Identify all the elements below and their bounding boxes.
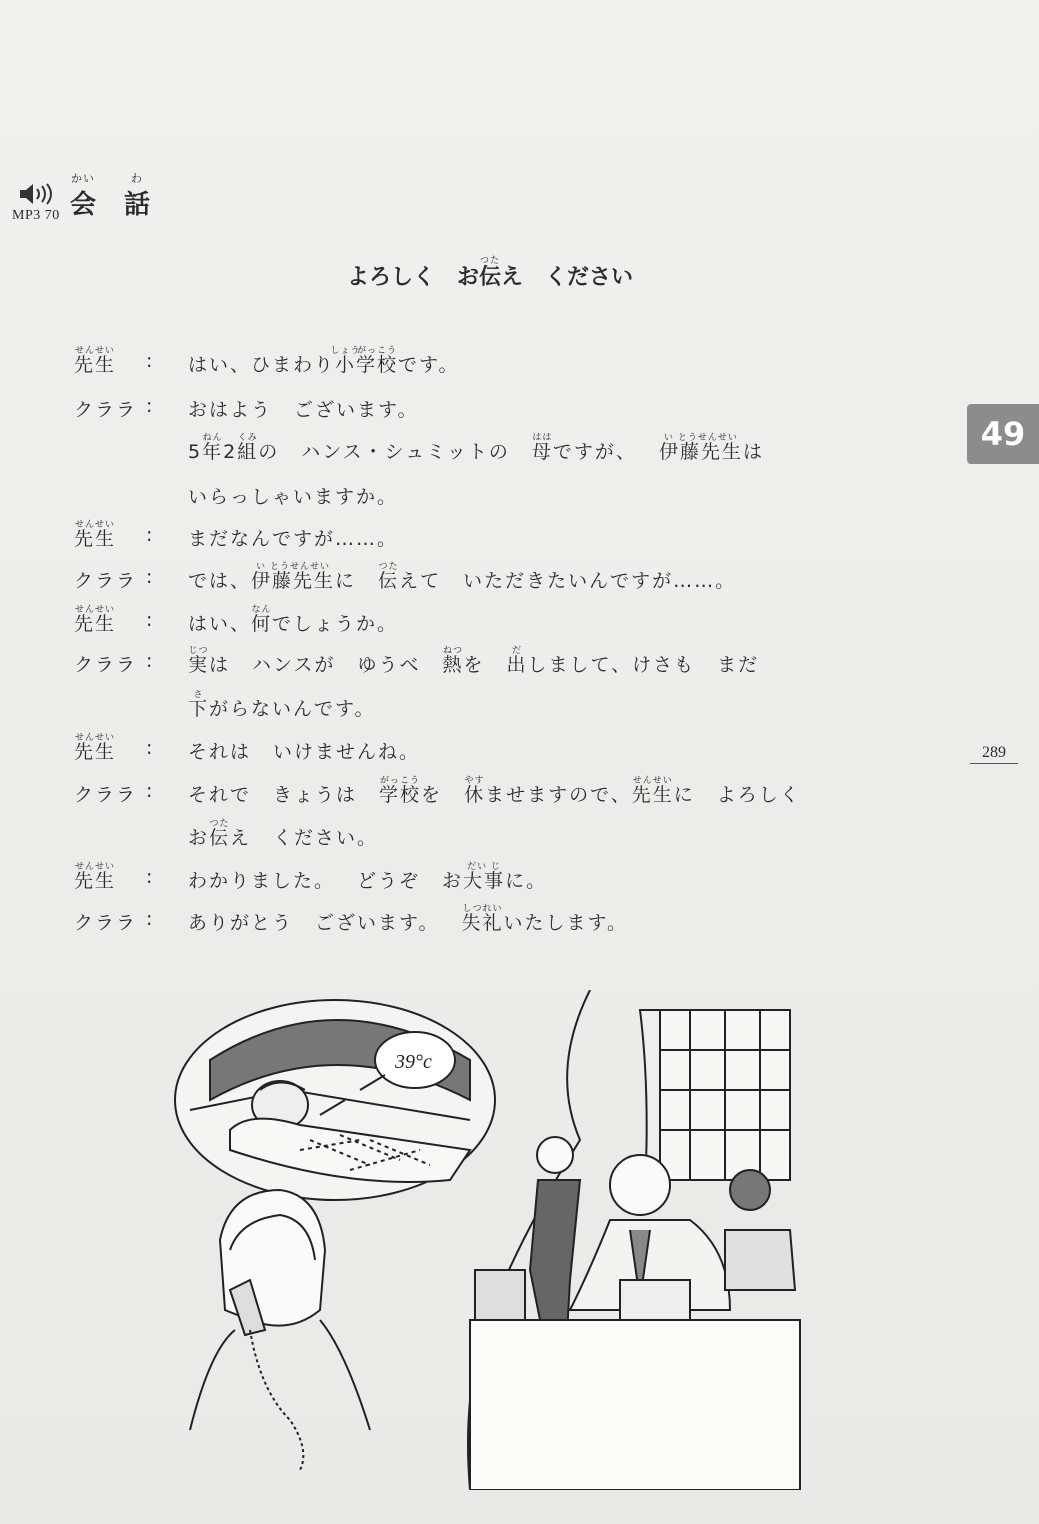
ruby: くみ: [237, 432, 258, 443]
text: 何: [251, 613, 273, 635]
ruby: せんせい: [74, 732, 116, 743]
speaker-label: クララ: [74, 912, 138, 934]
text: 伝: [378, 570, 400, 592]
text: 伝: [209, 827, 231, 849]
text: ゆうべ: [357, 654, 421, 676]
text: おはよう: [188, 399, 273, 421]
text: それは: [188, 741, 252, 763]
text: を: [463, 654, 485, 676]
speaker-text: 先生: [74, 528, 117, 550]
utterance: [188, 432, 764, 464]
ruby: せんせい: [74, 519, 116, 530]
text: 失礼: [461, 912, 504, 934]
phone-call-illustration: [170, 990, 830, 1490]
text: に: [335, 570, 357, 592]
text: でしょうか。: [272, 613, 399, 635]
colon: :: [146, 866, 155, 888]
dialog-title: [0, 255, 980, 291]
speaker-label: [74, 604, 154, 636]
text: 2: [223, 441, 238, 463]
text: きょうは: [273, 784, 358, 806]
text: 熱: [442, 654, 464, 676]
text: 実: [188, 654, 210, 676]
text: は: [209, 654, 231, 676]
utterance: [188, 395, 419, 422]
title-part: え: [501, 265, 524, 290]
text: えて: [399, 570, 442, 592]
text: ハンス・シュミットの: [301, 441, 510, 463]
text: 学校: [379, 784, 422, 806]
speaker-label: [74, 861, 154, 893]
ruby: せんせい: [74, 604, 116, 615]
thermometer-reading: 39°c: [395, 1051, 432, 1073]
title-part: お: [456, 265, 479, 290]
text: お: [442, 870, 464, 892]
text: に: [673, 784, 695, 806]
ruby: なん: [251, 604, 272, 615]
utterance: まだなんですが……。: [188, 528, 399, 550]
ruby: やす: [464, 775, 485, 786]
ruby: さ: [193, 689, 204, 700]
speaker-label: [74, 345, 154, 377]
text: よろしく: [716, 784, 801, 806]
text: 小: [335, 354, 357, 376]
ruby: がっこう: [380, 775, 421, 786]
speaker-label: [74, 519, 154, 551]
text: 5: [188, 441, 203, 463]
text: です。: [398, 354, 460, 376]
ruby: だ: [512, 645, 523, 656]
lesson-number-tab: 49: [967, 404, 1039, 464]
text: に。: [505, 870, 548, 892]
speaker-label: クララ: [74, 570, 138, 592]
ruby: わ: [131, 172, 144, 185]
text: では、: [188, 570, 252, 592]
utterance: [188, 604, 399, 636]
ruby: せんせい: [74, 861, 116, 872]
mp3-track-label: MP3 70: [12, 208, 60, 223]
text: 下: [188, 698, 210, 720]
text: 年: [202, 441, 224, 463]
text: いただきたいんですが……。: [463, 570, 737, 592]
text: はい、: [188, 613, 252, 635]
section-title-char: 話: [124, 190, 151, 220]
text: 大事: [463, 870, 506, 892]
ruby: しつれい: [462, 903, 503, 914]
colon: :: [146, 395, 155, 417]
text: を: [421, 784, 443, 806]
utterance: [188, 561, 737, 593]
utterance: [188, 689, 376, 721]
text: ありがとう: [188, 912, 294, 934]
ruby: かい: [71, 172, 95, 185]
text: ませますので、: [485, 784, 632, 806]
text: ございます。: [315, 912, 440, 934]
text: 伊藤先生: [658, 441, 743, 463]
ruby: つた: [479, 255, 500, 266]
text: それで: [188, 784, 252, 806]
speaker-label: クララ: [74, 399, 138, 421]
colon: :: [146, 350, 155, 372]
ruby: ねつ: [442, 645, 463, 656]
text: 組: [237, 441, 259, 463]
utterance: いらっしゃいますか。: [188, 486, 399, 508]
ruby: つた: [378, 561, 399, 572]
text: はい、ひまわり: [188, 354, 336, 376]
text: ございます。: [294, 399, 419, 421]
speaker-text: 先生: [74, 870, 117, 892]
text: ください。: [273, 827, 379, 849]
section-title-char: 会: [70, 190, 97, 220]
ruby: ねん: [202, 432, 223, 443]
text: 伊藤先生: [251, 570, 336, 592]
text: がらないんです。: [209, 698, 376, 720]
title-part: 伝: [478, 265, 501, 290]
speaker-label: クララ: [74, 784, 138, 806]
text: 先生: [631, 784, 674, 806]
colon: :: [146, 650, 155, 672]
text: いたします。: [503, 912, 628, 934]
text: わかりました。: [188, 870, 336, 892]
text: まだ: [717, 654, 760, 676]
speaker-text: 先生: [74, 354, 117, 376]
title-part: ください: [545, 265, 634, 290]
text: いけませんね。: [273, 741, 421, 763]
utterance: [188, 345, 460, 377]
text: え: [230, 827, 252, 849]
colon: :: [146, 609, 155, 631]
utterance: [188, 775, 801, 807]
speaker-label: [74, 732, 154, 764]
colon: :: [146, 737, 155, 759]
colon: :: [146, 908, 155, 930]
colon: :: [146, 566, 155, 588]
title-part: よろしく: [346, 265, 435, 290]
text: お: [188, 827, 210, 849]
colon: :: [146, 524, 155, 546]
text: 母: [531, 441, 553, 463]
utterance: [188, 645, 760, 677]
ruby: い とうせんせい: [664, 432, 738, 443]
page-number: 289: [970, 744, 1018, 764]
text: 休: [464, 784, 486, 806]
ruby: しょう: [330, 345, 361, 356]
ruby: つた: [209, 818, 230, 829]
colon: :: [146, 780, 155, 802]
speaker-label: クララ: [74, 654, 138, 676]
text: 学校: [356, 354, 399, 376]
ruby: せんせい: [74, 345, 116, 356]
section-title: [70, 172, 151, 221]
ruby: がっこう: [357, 345, 398, 356]
text: しまして、けさも: [527, 654, 696, 676]
ruby: じつ: [188, 645, 209, 656]
ruby: はは: [532, 432, 553, 443]
text: 出: [506, 654, 528, 676]
text: の: [258, 441, 280, 463]
text: どうぞ: [357, 870, 421, 892]
utterance: [188, 903, 628, 935]
text: ですが、: [552, 441, 637, 463]
text: ハンスが: [252, 654, 336, 676]
ruby: だい じ: [467, 861, 501, 872]
speaker-text: 先生: [74, 613, 117, 635]
ruby: せんせい: [632, 775, 673, 786]
utterance: [188, 861, 548, 893]
text: は: [742, 441, 764, 463]
utterance: [188, 737, 420, 764]
ruby: い とうせんせい: [256, 561, 330, 572]
audio-speaker-icon[interactable]: [18, 182, 64, 206]
utterance: [188, 818, 379, 850]
speaker-text: 先生: [74, 741, 117, 763]
